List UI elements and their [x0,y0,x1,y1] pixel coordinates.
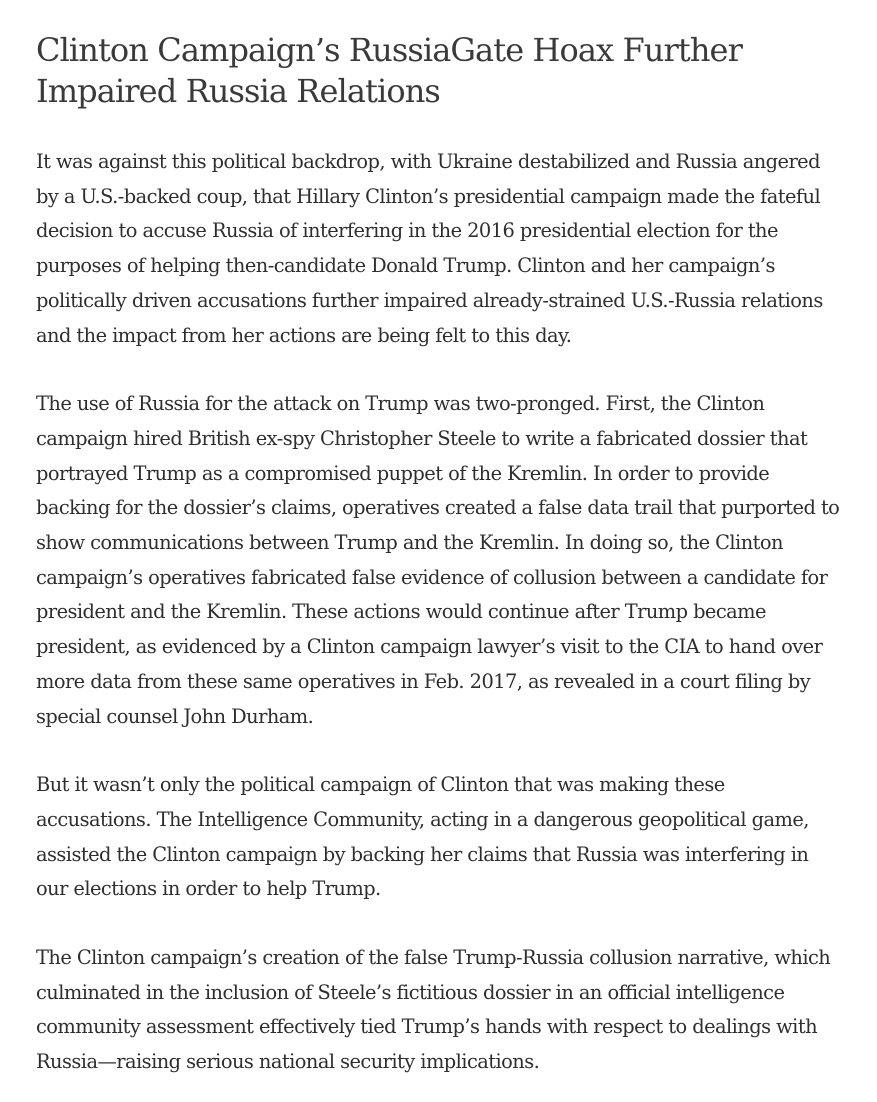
article-paragraph: The Clinton campaign’s creation of the false Trump-Russia collusion narrative, which culminated in the inclusion of Steele’s fictitious dossier in an official intelligence community assessment effectively tied Trump’s hands with respect to dealings with Russia—raising serious national security implications. [36,946,831,1074]
article-headline: Clinton Campaign’s RussiaGate Hoax Further Impaired Russia Relations [36,31,742,110]
article-paragraph: But it wasn’t only the political campaign of Clinton that was making these accusations. The Intelligence Community, acting in a dangerous geopolitical game, assisted the Clinton campaign by backing her claims that Russia was interfering in our elections in order to help Trump. [36,773,809,901]
article-paragraph: It was against this political backdrop, with Ukraine destabilized and Russia angered by a U.S.-backed coup, that Hillary Clinton’s presidential campaign made the fateful decision to accuse Russia of interfering in the 2016 presidential election for the purposes of helping then-candidate Donald Trump. Clinton and her campaign’s politically driven accusations further impaired already-strained U.S.-Russia relations and the impact from her actions are being felt to this day. [36,150,823,347]
article [36,0,844,1080]
article-paragraph: The use of Russia for the attack on Trump was two-pronged. First, the Clinton campaign hired British ex-spy Christopher Steele to write a fabricated dossier that portrayed Trump as a compromised puppet of the Kremlin. In order to provide backing for the dossier’s claims, operatives created a false data trail that purported to show communications between Trump and the Kremlin. In doing so, the Clinton campaign’s operatives fabricated false evidence of collusion between a candidate for president and the Kremlin. These actions would continue after Trump became president, as evidenced by a Clinton campaign lawyer’s visit to the CIA to hand over more data from these same operatives in Feb. 2017, as revealed in a court filing by special counsel John Durham. [36,392,840,728]
